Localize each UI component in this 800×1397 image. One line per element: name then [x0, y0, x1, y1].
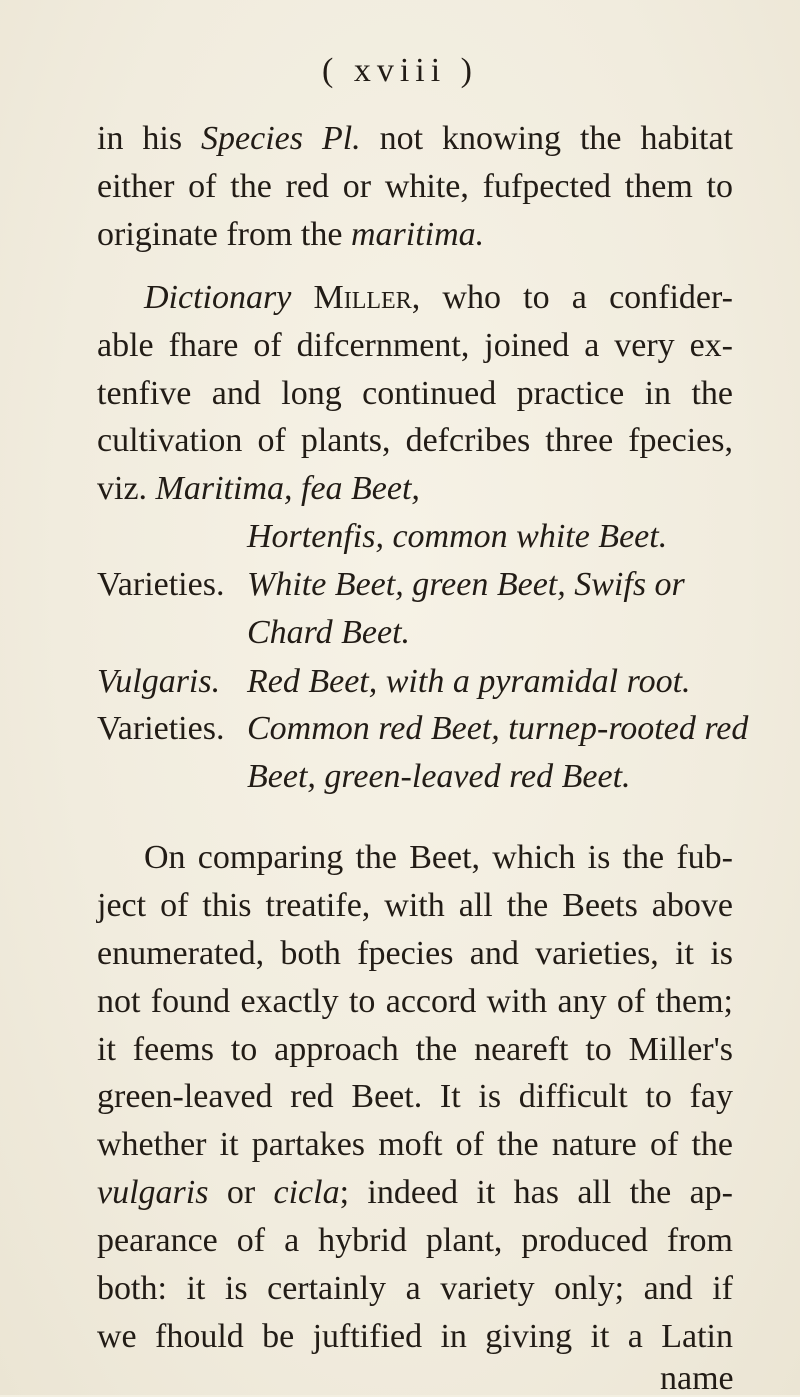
text-line-17: enumerated, both fpecies and varieties, it is — [97, 935, 733, 972]
text-line-5: able fhare of difcernment, joined a very ex- — [97, 327, 733, 364]
text-line-8 — [97, 472, 420, 506]
text-line-2: either of the red or white, fufpected them to — [97, 168, 733, 205]
text-line-19: it feems to approach the neareft to Miller's — [97, 1031, 733, 1068]
italic-run: Red Beet, with a pyramidal root. — [247, 663, 691, 700]
page-number-header: ( xviii ) — [322, 52, 478, 89]
text-line-9: Hortenfis, common white Beet. — [247, 518, 668, 555]
text-line-14: Beet, green-leaved red Beet. — [247, 758, 631, 795]
text-line-20: green-leaved red Beet. It is difficult to fay — [97, 1078, 733, 1115]
small-caps-run: Miller — [291, 279, 412, 316]
italic-run: maritima. — [350, 216, 485, 253]
label-run: Varieties. — [97, 710, 225, 747]
text-line-11: Chard Beet. — [247, 614, 411, 651]
text-line-13 — [97, 712, 748, 746]
text-run: viz. — [97, 470, 156, 507]
italic-run: cicla — [273, 1174, 340, 1211]
italic-run: Species Pl. — [201, 120, 361, 157]
text-line-16: ject of this treatife, with all the Beets above — [97, 887, 733, 924]
italic-run: Maritima, fea Beet, — [155, 470, 420, 507]
text-line-18: not found exactly to accord with any of them; — [97, 983, 733, 1020]
text-line-4 — [144, 281, 733, 315]
italic-run: Common red Beet, turnep-rooted red — [247, 710, 749, 747]
text-line-22 — [97, 1176, 733, 1210]
text-line-3 — [97, 218, 484, 252]
text-run: originate from the — [97, 216, 351, 253]
text-run: not knowing the habitat — [360, 120, 733, 157]
text-line-15: On comparing the Beet, which is the fub- — [144, 839, 733, 876]
text-run: , who to a confider- — [411, 279, 733, 316]
text-run: in his — [97, 120, 202, 157]
text-line-12 — [97, 665, 691, 699]
italic-run: vulgaris — [97, 1174, 209, 1211]
text-line-24: both: it is certainly a variety only; and if — [97, 1270, 733, 1307]
text-line-25: we fhould be juftified in giving it a Latin — [97, 1318, 733, 1355]
text-run: or — [208, 1174, 274, 1211]
text-line-21: whether it partakes moft of the nature of the — [97, 1126, 733, 1163]
text-line-10 — [97, 568, 685, 602]
italic-run: Dictionary — [144, 279, 292, 316]
text-line-7: cultivation of plants, defcribes three fpecies, — [97, 422, 733, 459]
text-run: ; indeed it has all the ap- — [339, 1174, 733, 1211]
text-line-23: pearance of a hybrid plant, produced from — [97, 1222, 733, 1259]
catchword: name — [660, 1360, 734, 1397]
label-run: Vulgaris. — [97, 663, 221, 700]
italic-run: White Beet, green Beet, Swifs or — [247, 566, 685, 603]
label-run: Varieties. — [97, 566, 225, 603]
text-line-1 — [97, 122, 733, 156]
text-line-6: tenfive and long continued practice in the — [97, 375, 733, 412]
